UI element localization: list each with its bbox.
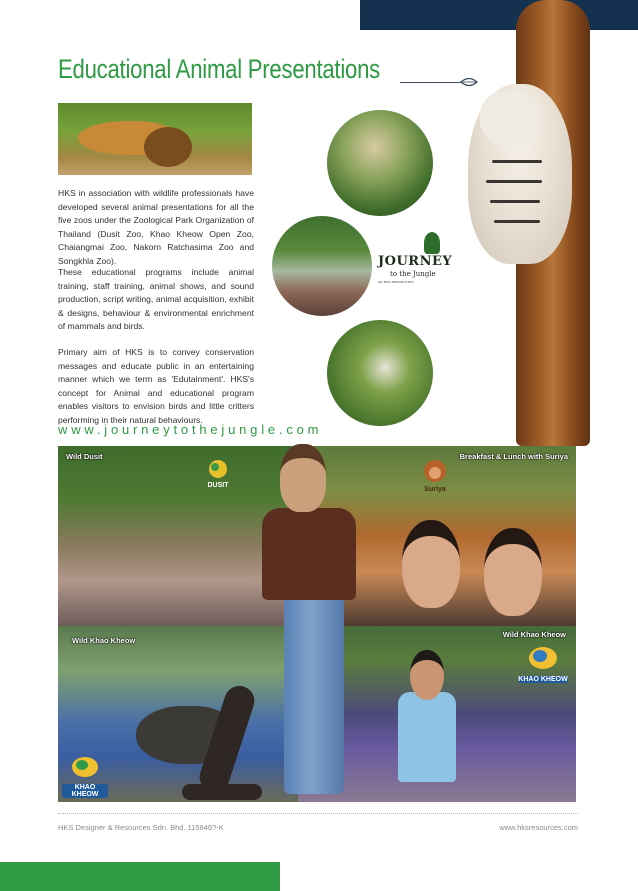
bird-icon xyxy=(518,642,568,674)
tiger-stripe xyxy=(490,200,540,203)
circle-photo-tiger-climb xyxy=(327,320,433,426)
label-wild-khao-kheow-right: Wild Khao Kheow xyxy=(502,630,566,639)
footer-divider xyxy=(58,813,578,814)
dusit-logo xyxy=(198,458,238,492)
palm-tree-icon xyxy=(424,232,440,254)
smiling-women xyxy=(396,506,546,626)
lion-mane xyxy=(144,127,192,167)
logo-production-text: AN HKS PRODUCTION xyxy=(378,280,414,284)
khao-kheow-logo-right xyxy=(518,642,568,690)
khao-kheow-logo-text: KHAO KHEOW xyxy=(62,784,108,798)
lion-photo xyxy=(58,103,252,175)
suriya-logo xyxy=(410,458,460,496)
label-wild-dusit: Wild Dusit xyxy=(66,452,103,461)
orangutan-icon xyxy=(410,458,460,484)
website-link[interactable]: www.journeytothejungle.com xyxy=(58,422,323,437)
title-divider xyxy=(400,82,462,83)
top-accent-bar xyxy=(360,0,638,30)
woman-left xyxy=(402,520,460,608)
parrot-icon xyxy=(198,458,238,480)
circle-photo-audience xyxy=(272,216,372,316)
bottom-accent-bar xyxy=(0,862,280,891)
footer-company: HKS Designer & Resources Sdn. Bhd. 115846?-K xyxy=(58,823,224,832)
leaf-icon xyxy=(460,77,478,87)
khao-kheow-logo-left xyxy=(62,752,108,796)
girl-shirt xyxy=(262,508,356,600)
logo-journey-text: JOURNEY xyxy=(378,254,453,269)
bird-icon xyxy=(62,752,108,782)
boy-shirt xyxy=(398,692,456,782)
logo-jungle-text: to the Jungle xyxy=(390,270,436,278)
intro-paragraph: HKS in association with wildlife professionals have developed several animal presentations for all the five zoos under the Zoological Park Organization of Thailand (Dusit Zoo, Khao Kheow Open Zoo, Chaiangmai Zoo, Nakorn Ratchasima Zoo and Songkhla Zoo). xyxy=(58,188,254,266)
page-title: Educational Animal Presentations xyxy=(58,54,380,84)
khao-kheow-logo-text: KHAO KHEOW xyxy=(518,676,568,683)
presenter-boy xyxy=(396,650,458,800)
label-breakfast-suriya: Breakfast & Lunch with Suriya xyxy=(459,452,568,461)
tiger-stripe xyxy=(486,180,542,183)
dusit-logo-text: DUSIT xyxy=(207,482,229,489)
footer-website-link[interactable]: www.hksresources.com xyxy=(499,823,578,832)
label-wild-khao-kheow-left: Wild Khao Kheow xyxy=(72,636,136,645)
circle-photo-bird-show xyxy=(327,110,433,216)
otter-animal xyxy=(182,676,294,814)
tiger-stripe xyxy=(492,160,542,163)
girl-head xyxy=(280,444,326,512)
aim-paragraph: Primary aim of HKS is to convey conservation messages and educate public in an entertaining manner which we term as 'Edutainment'. HKS's concept for Animal and educational program enables visitors to envision birds and little critters performing in their natural behaviours. xyxy=(58,347,254,425)
tiger-head xyxy=(480,90,540,146)
otter-body xyxy=(196,682,259,796)
programs-paragraph: These educational programs include animal training, staff training, animal shows, and sound production, script writing, animal acquisition, exhibit & designs, behaviour & environmental enrichment of mammals and birds. xyxy=(58,267,254,332)
boy-head xyxy=(410,650,444,700)
woman-right xyxy=(484,528,542,616)
tiger-stripe xyxy=(494,220,540,223)
suriya-logo-text: Suriya xyxy=(424,486,446,493)
